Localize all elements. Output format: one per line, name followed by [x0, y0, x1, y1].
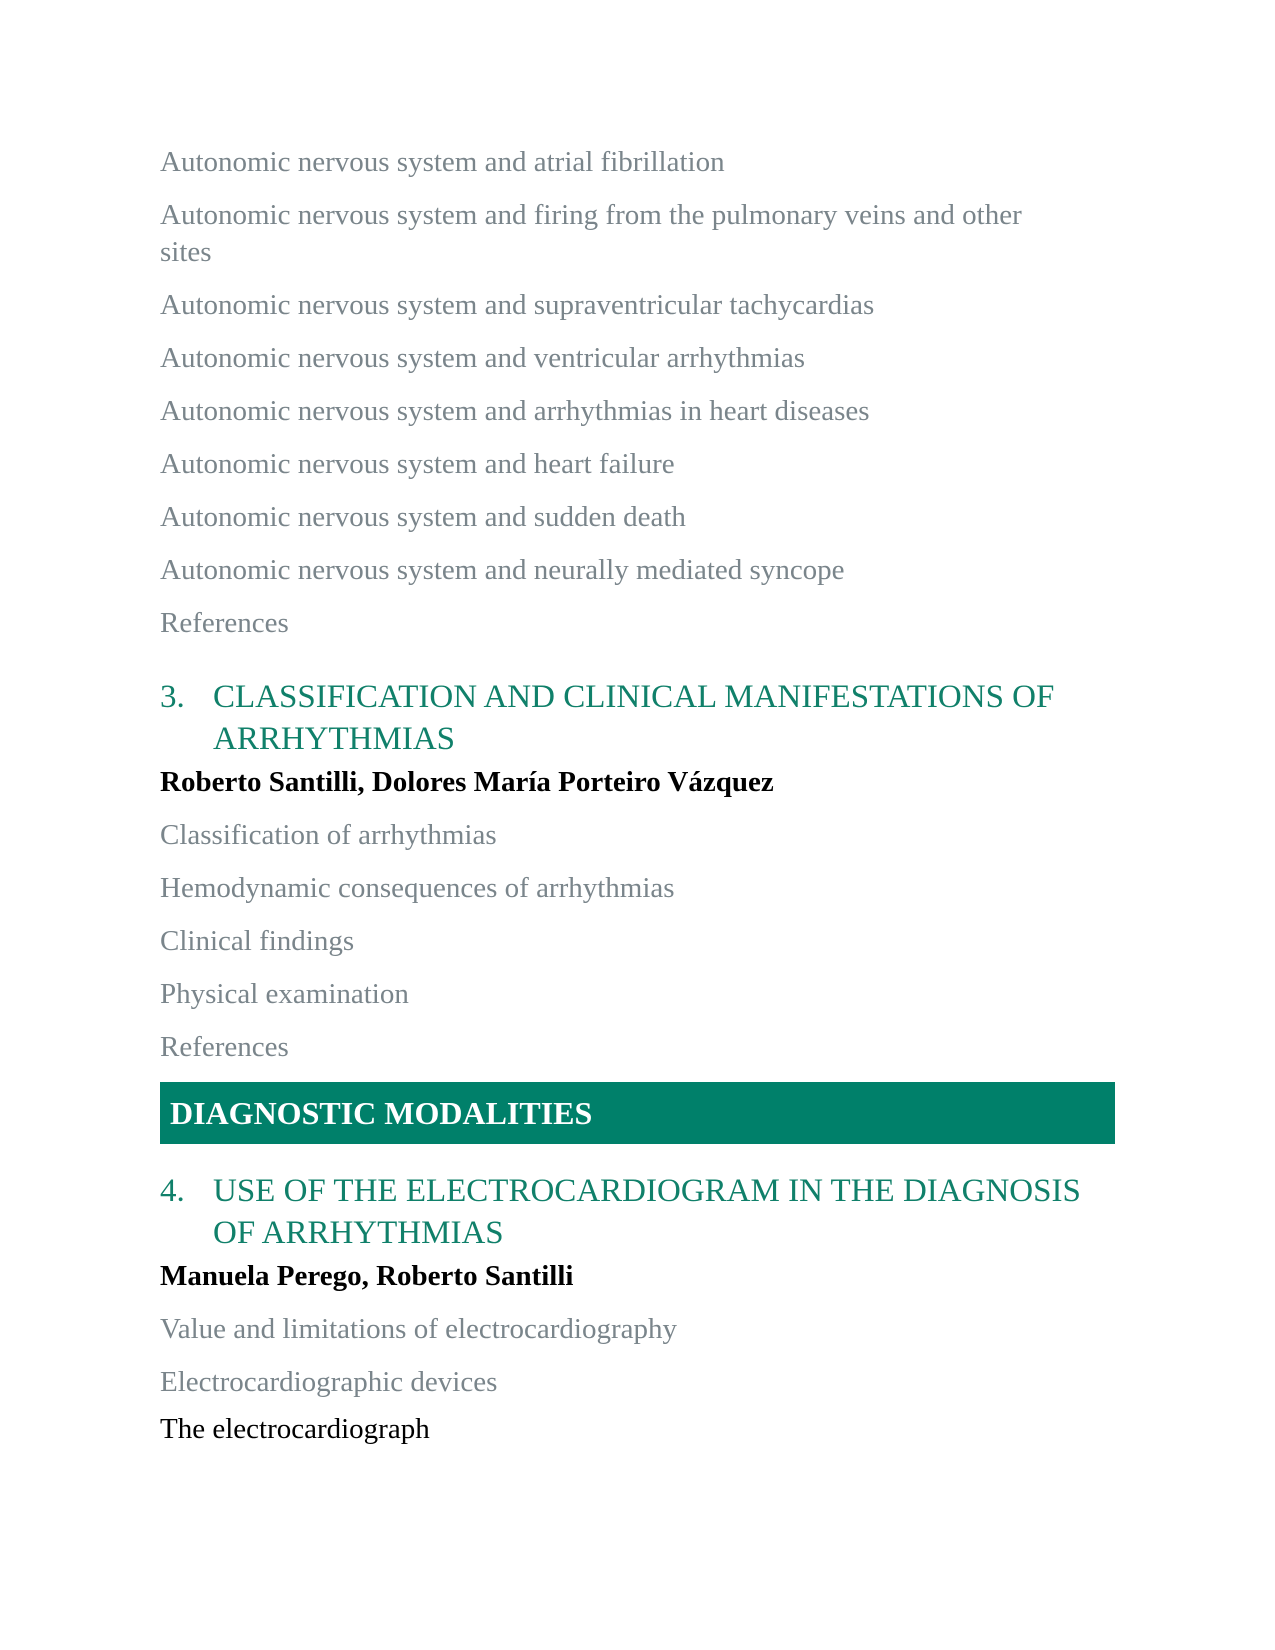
table-of-contents	[160, 144, 1115, 1448]
toc-entry[interactable]: Value and limitations of electrocardiography	[160, 1313, 677, 1345]
chapter-number: 3.	[160, 679, 185, 715]
chapter-4-heading[interactable]	[160, 1170, 1115, 1254]
chapter-number: 4.	[160, 1173, 185, 1209]
toc-entry-list-top	[160, 144, 1115, 642]
toc-entry-references[interactable]: References	[160, 1031, 289, 1063]
toc-entry[interactable]: Autonomic nervous system and heart failure	[160, 448, 675, 480]
toc-subentry[interactable]: The electrocardiograph	[160, 1413, 430, 1445]
section-header-bar: DIAGNOSTIC MODALITIES	[160, 1082, 1115, 1144]
toc-entry[interactable]: Electrocardiographic devices	[160, 1366, 498, 1398]
toc-entry[interactable]: Clinical findings	[160, 925, 355, 957]
chapter-4-entry-list	[160, 1311, 1115, 1448]
chapter-title: USE OF THE ELECTROCARDIOGRAM IN THE DIAGNOSIS OF ARRHYTHMIAS	[213, 1173, 1081, 1251]
chapter-3-entry-list	[160, 817, 1115, 1066]
toc-entry[interactable]: Autonomic nervous system and firing from the pulmonary veins and other sites	[160, 199, 1022, 268]
toc-entry[interactable]: Autonomic nervous system and supraventricular tachycardias	[160, 289, 875, 321]
toc-entry[interactable]: Autonomic nervous system and ventricular arrhythmias	[160, 342, 806, 374]
toc-entry[interactable]: Classification of arrhythmias	[160, 819, 497, 851]
chapter-4-authors: Manuela Perego, Roberto Santilli	[160, 1260, 574, 1292]
chapter-3-heading[interactable]	[160, 676, 1115, 760]
toc-entry[interactable]: Physical examination	[160, 978, 409, 1010]
toc-entry[interactable]: Autonomic nervous system and sudden death	[160, 501, 686, 533]
chapter-3-authors: Roberto Santilli, Dolores María Porteiro Vázquez	[160, 766, 774, 798]
toc-entry[interactable]: Hemodynamic consequences of arrhythmias	[160, 872, 675, 904]
toc-entry[interactable]: Autonomic nervous system and atrial fibrillation	[160, 146, 725, 178]
toc-entry[interactable]: Autonomic nervous system and arrhythmias in heart diseases	[160, 395, 870, 427]
toc-entry[interactable]: Autonomic nervous system and neurally mediated syncope	[160, 554, 845, 586]
chapter-title: CLASSIFICATION AND CLINICAL MANIFESTATIONS OF ARRHYTHMIAS	[213, 679, 1055, 757]
toc-entry-references[interactable]: References	[160, 607, 289, 639]
